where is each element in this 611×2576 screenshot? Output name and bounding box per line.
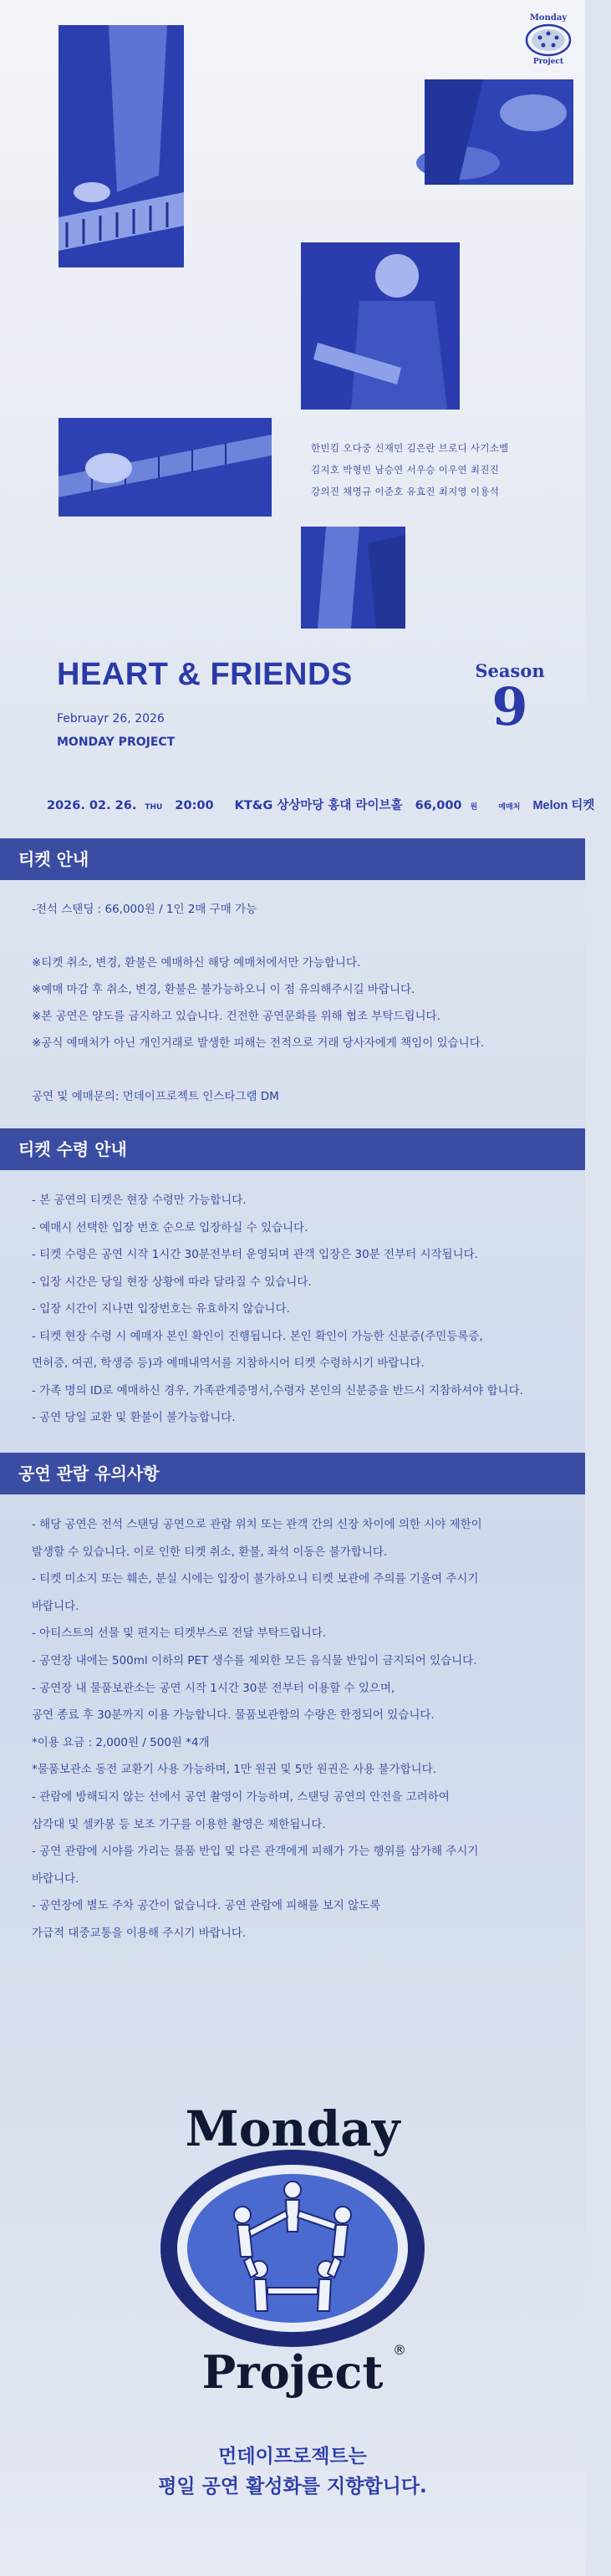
logo-word-top: Monday bbox=[185, 2100, 400, 2157]
text-line: - 본 공연의 티켓은 현장 수령만 가능합니다. bbox=[32, 1194, 247, 1207]
text-line: - 티켓 현장 수령 시 예매자 본인 확인이 진행됩니다. 본인 확인이 가능한 신분증(주민등록증, bbox=[32, 1329, 483, 1343]
svg-text:Monday: Monday bbox=[529, 13, 568, 23]
text-line bbox=[32, 923, 567, 949]
closing-line-2: 평일 공연 활성화를 지향합니다. bbox=[158, 2476, 427, 2497]
text-line: - 예매시 선택한 입장 번호 순으로 입장하실 수 있습니다. bbox=[32, 1220, 308, 1235]
season-label: Season bbox=[475, 660, 545, 681]
text-line: - 아티스트의 선물 및 편지는 티켓부스로 전달 부탁드립니다. bbox=[32, 1627, 327, 1641]
monday-project-logo bbox=[150, 2069, 435, 2420]
text-line: ※티켓 취소, 변경, 환불은 예매하신 해당 예매처에서만 가능합니다. bbox=[32, 956, 361, 970]
text-line: 공연 및 예매문의: 먼데이프로젝트 인스타그램 DM bbox=[32, 1090, 279, 1103]
text-line: 공연 종료 후 30분까지 이용 가능합니다. 물품보관함의 수량은 한정되어 있습니다. bbox=[32, 1708, 435, 1723]
text-line: - 티켓 수령은 공연 시작 1시간 30분전부터 운영되며 관객 입장은 30분 전부터 시작됩니다. bbox=[32, 1248, 478, 1261]
text-line: - 티켓 미소지 또는 훼손, 분실 시에는 입장이 불가하오니 티켓 보관에 주의를 기울여 주시기 bbox=[32, 1572, 479, 1586]
text-line: - 공연 관람에 시야를 가리는 물품 반입 및 다른 관객에게 피해가 가는 행위를 삼가해 주시기 bbox=[32, 1845, 479, 1859]
info-date: 2026. 02. 26. THU 20:00 bbox=[47, 799, 214, 812]
text-line: *이용 요금 : 2,000원 / 500원 *4개 bbox=[32, 1735, 210, 1749]
photo-bassist-hands bbox=[59, 418, 272, 517]
svg-text:Project: Project bbox=[532, 58, 564, 66]
text-line: 면허증, 여권, 학생증 등)과 예매내역서를 지참하시어 티켓 수령하시기 바랍니다. bbox=[32, 1357, 425, 1370]
text-line: - 해당 공연은 전석 스탠딩 공연으로 관람 위치 또는 관객 간의 신장 차이에 의한 시야 제한이 bbox=[32, 1518, 482, 1531]
viewing-notes-body bbox=[32, 1511, 567, 1947]
info-price: 66,000 원 bbox=[415, 799, 478, 812]
performer-list bbox=[311, 437, 578, 502]
section-heading-ticket-pickup: 티켓 수령 안내 bbox=[0, 1128, 585, 1170]
text-line: *물품보관소 동전 교환기 사용 가능하며, 1만 원권 및 5만 원권은 사용 불가합니다. bbox=[32, 1763, 436, 1777]
text-line: - 입장 시간이 지나면 입장번호는 유효하지 않습니다. bbox=[32, 1302, 290, 1316]
text-line: ※공식 예매처가 아닌 개인거래로 발생한 피해는 전적으로 거래 당사자에게 책임이 있습니다. bbox=[32, 1036, 485, 1050]
text-line: - 관람에 방해되지 않는 선에서 공연 촬영이 가능하며, 스탠딩 공연의 안전을 고려하여 bbox=[32, 1789, 450, 1804]
text-line: ※본 공연은 양도를 금지하고 있습니다. 건전한 공연문화를 위해 협조 부탁드립니다. bbox=[32, 1010, 440, 1023]
photo-guitarist bbox=[301, 242, 460, 410]
photo-keyboardist bbox=[59, 25, 184, 267]
event-date: Februayr 26, 2026 bbox=[57, 712, 165, 725]
text-line: 발생할 수 있습니다. 이로 인한 티켓 취소, 환불, 좌석 이동은 불가합니다. bbox=[32, 1545, 388, 1559]
text-line: - 공연장 내에는 500ml 이하의 PET 생수를 제외한 모든 음식물 반입이 금지되어 있습니다. bbox=[32, 1653, 477, 1667]
text-line: - 공연장 내 물품보관소는 공연 시작 1시간 30분 전부터 이용할 수 있으며, bbox=[32, 1681, 395, 1695]
event-title: HEART & FRIENDS bbox=[57, 657, 353, 692]
info-booking: 예매처 Melon 티켓 bbox=[498, 799, 595, 812]
section-heading-viewing-notes: 공연 관람 유의사항 bbox=[0, 1453, 585, 1494]
logo-word-bottom: Project bbox=[201, 2345, 384, 2399]
text-line: - 공연 당일 교환 및 환불이 불가능합니다. bbox=[32, 1411, 236, 1424]
text-line: ※예매 마감 후 취소, 변경, 환불은 불가능하오니 이 점 유의해주시길 바랍니다. bbox=[32, 983, 415, 996]
registered-mark: ® bbox=[393, 2342, 406, 2358]
performer-row: 한빈킴 오다중 신재민 김은란 브로디 사기소벨 bbox=[311, 442, 509, 454]
text-line: 삼각대 및 셀카봉 등 보조 기구를 이용한 촬영은 제한됩니다. bbox=[32, 1817, 326, 1831]
section-heading-ticket-info: 티켓 안내 bbox=[0, 838, 585, 880]
text-line: 바랍니다. bbox=[32, 1599, 79, 1613]
performer-row: 김지호 박형빈 남승연 서우승 이우연 최진진 bbox=[311, 464, 500, 476]
text-line: - 가족 명의 ID로 예매하신 경우, 가족관계증명서,수령자 본인의 신분증을 반드시 지참하셔야 합니다. bbox=[32, 1383, 523, 1397]
text-line: 가급적 대중교통을 이용해 주시기 바랍니다. bbox=[32, 1926, 247, 1940]
season-badge bbox=[468, 660, 552, 737]
closing-line-1: 먼데이프로젝트는 bbox=[218, 2446, 367, 2467]
photo-performer bbox=[301, 527, 405, 629]
performer-row: 강의진 채명규 이준호 유효진 최지영 이용석 bbox=[311, 486, 500, 497]
info-venue: KT&G 상상마당 홍대 라이브홀 bbox=[234, 799, 403, 812]
ticket-info-body bbox=[32, 896, 567, 1110]
monday-project-small-logo bbox=[522, 8, 575, 69]
text-line bbox=[32, 1056, 567, 1083]
photo-drummer bbox=[425, 79, 573, 185]
ticket-pickup-body bbox=[32, 1187, 567, 1432]
text-line: 바랍니다. bbox=[32, 1871, 79, 1886]
text-line: - 공연장에 별도 주차 공간이 없습니다. 공연 관람에 피해를 보지 않도록 bbox=[32, 1899, 381, 1913]
event-organizer: MONDAY PROJECT bbox=[57, 736, 176, 749]
text-line: - 입장 시간은 당일 현장 상황에 따라 달라질 수 있습니다. bbox=[32, 1275, 312, 1289]
season-number: 9 bbox=[491, 676, 528, 737]
text-line: -전석 스탠딩 : 66,000원 / 1인 2매 구매 가능 bbox=[32, 903, 257, 916]
event-info-line bbox=[47, 796, 595, 813]
